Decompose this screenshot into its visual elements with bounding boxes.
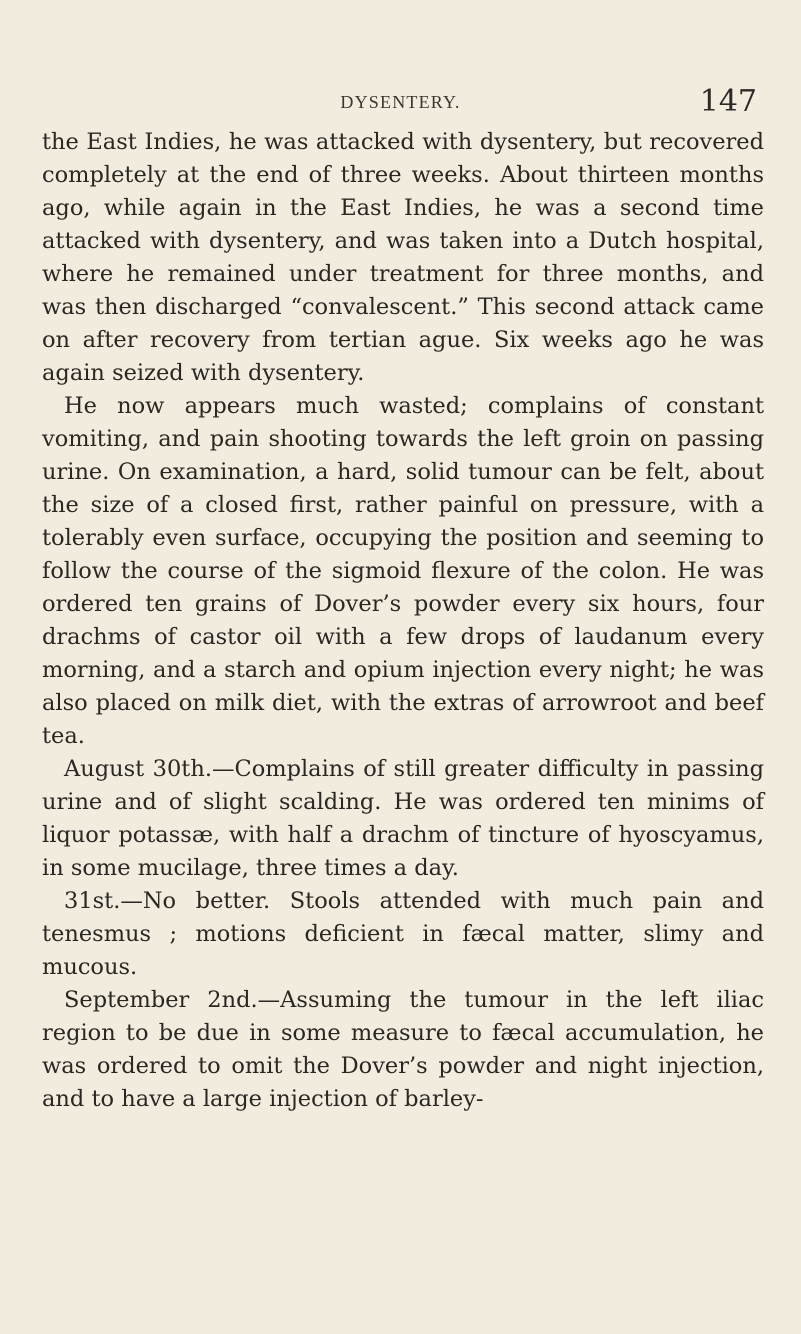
body-text	[42, 126, 764, 1116]
running-title: DYSENTERY.	[340, 92, 461, 112]
paragraph-continuation: the East Indies, he was attacked with dysentery, but recovered completely at the end of three weeks. About thirteen months ago, while again in the East Indies, he was a second time attacked with dysentery, and was taken into a Dutch hospital, where he remained under treatment for three months, and was then discharged “convalescent.” This second attack came on after recovery from tertian ague. Six weeks ago he was again seized with dysentery.	[42, 129, 764, 386]
paragraph-september-2: September 2nd.—Assuming the tumour in the left iliac region to be due in some measure to fæcal accumulation, he was ordered to omit the Dover’s powder and night injection, and to have a large injection of barley-	[42, 987, 764, 1112]
paragraph-examination: He now appears much wasted; complains of constant vomiting, and pain shooting towards the left groin on passing urine. On examination, a hard, solid tumour can be felt, about the size of a closed first, rather painful on pressure, with a tolerably even surface, occupying the position and seeming to follow the course of the sigmoid flexure of the colon. He was ordered ten grains of Dover’s powder every six hours, four drachms of castor oil with a few drops of laudanum every morning, and a starch and opium injection every night; he was also placed on milk diet, with the extras of arrowroot and beef tea.	[42, 393, 764, 749]
paragraph-august-30: August 30th.—Complains of still greater difficulty in passing urine and of slight scalding. He was ordered ten minims of liquor potassæ, with half a drachm of tincture of hyoscyamus, in some mucilage, three times a day.	[42, 756, 764, 881]
page-number: 147	[699, 84, 757, 119]
paragraph-august-31: 31st.—No better. Stools attended with much pain and tenesmus ; motions deficient in fæcal matter, slimy and mucous.	[42, 888, 764, 980]
running-head	[40, 84, 761, 120]
